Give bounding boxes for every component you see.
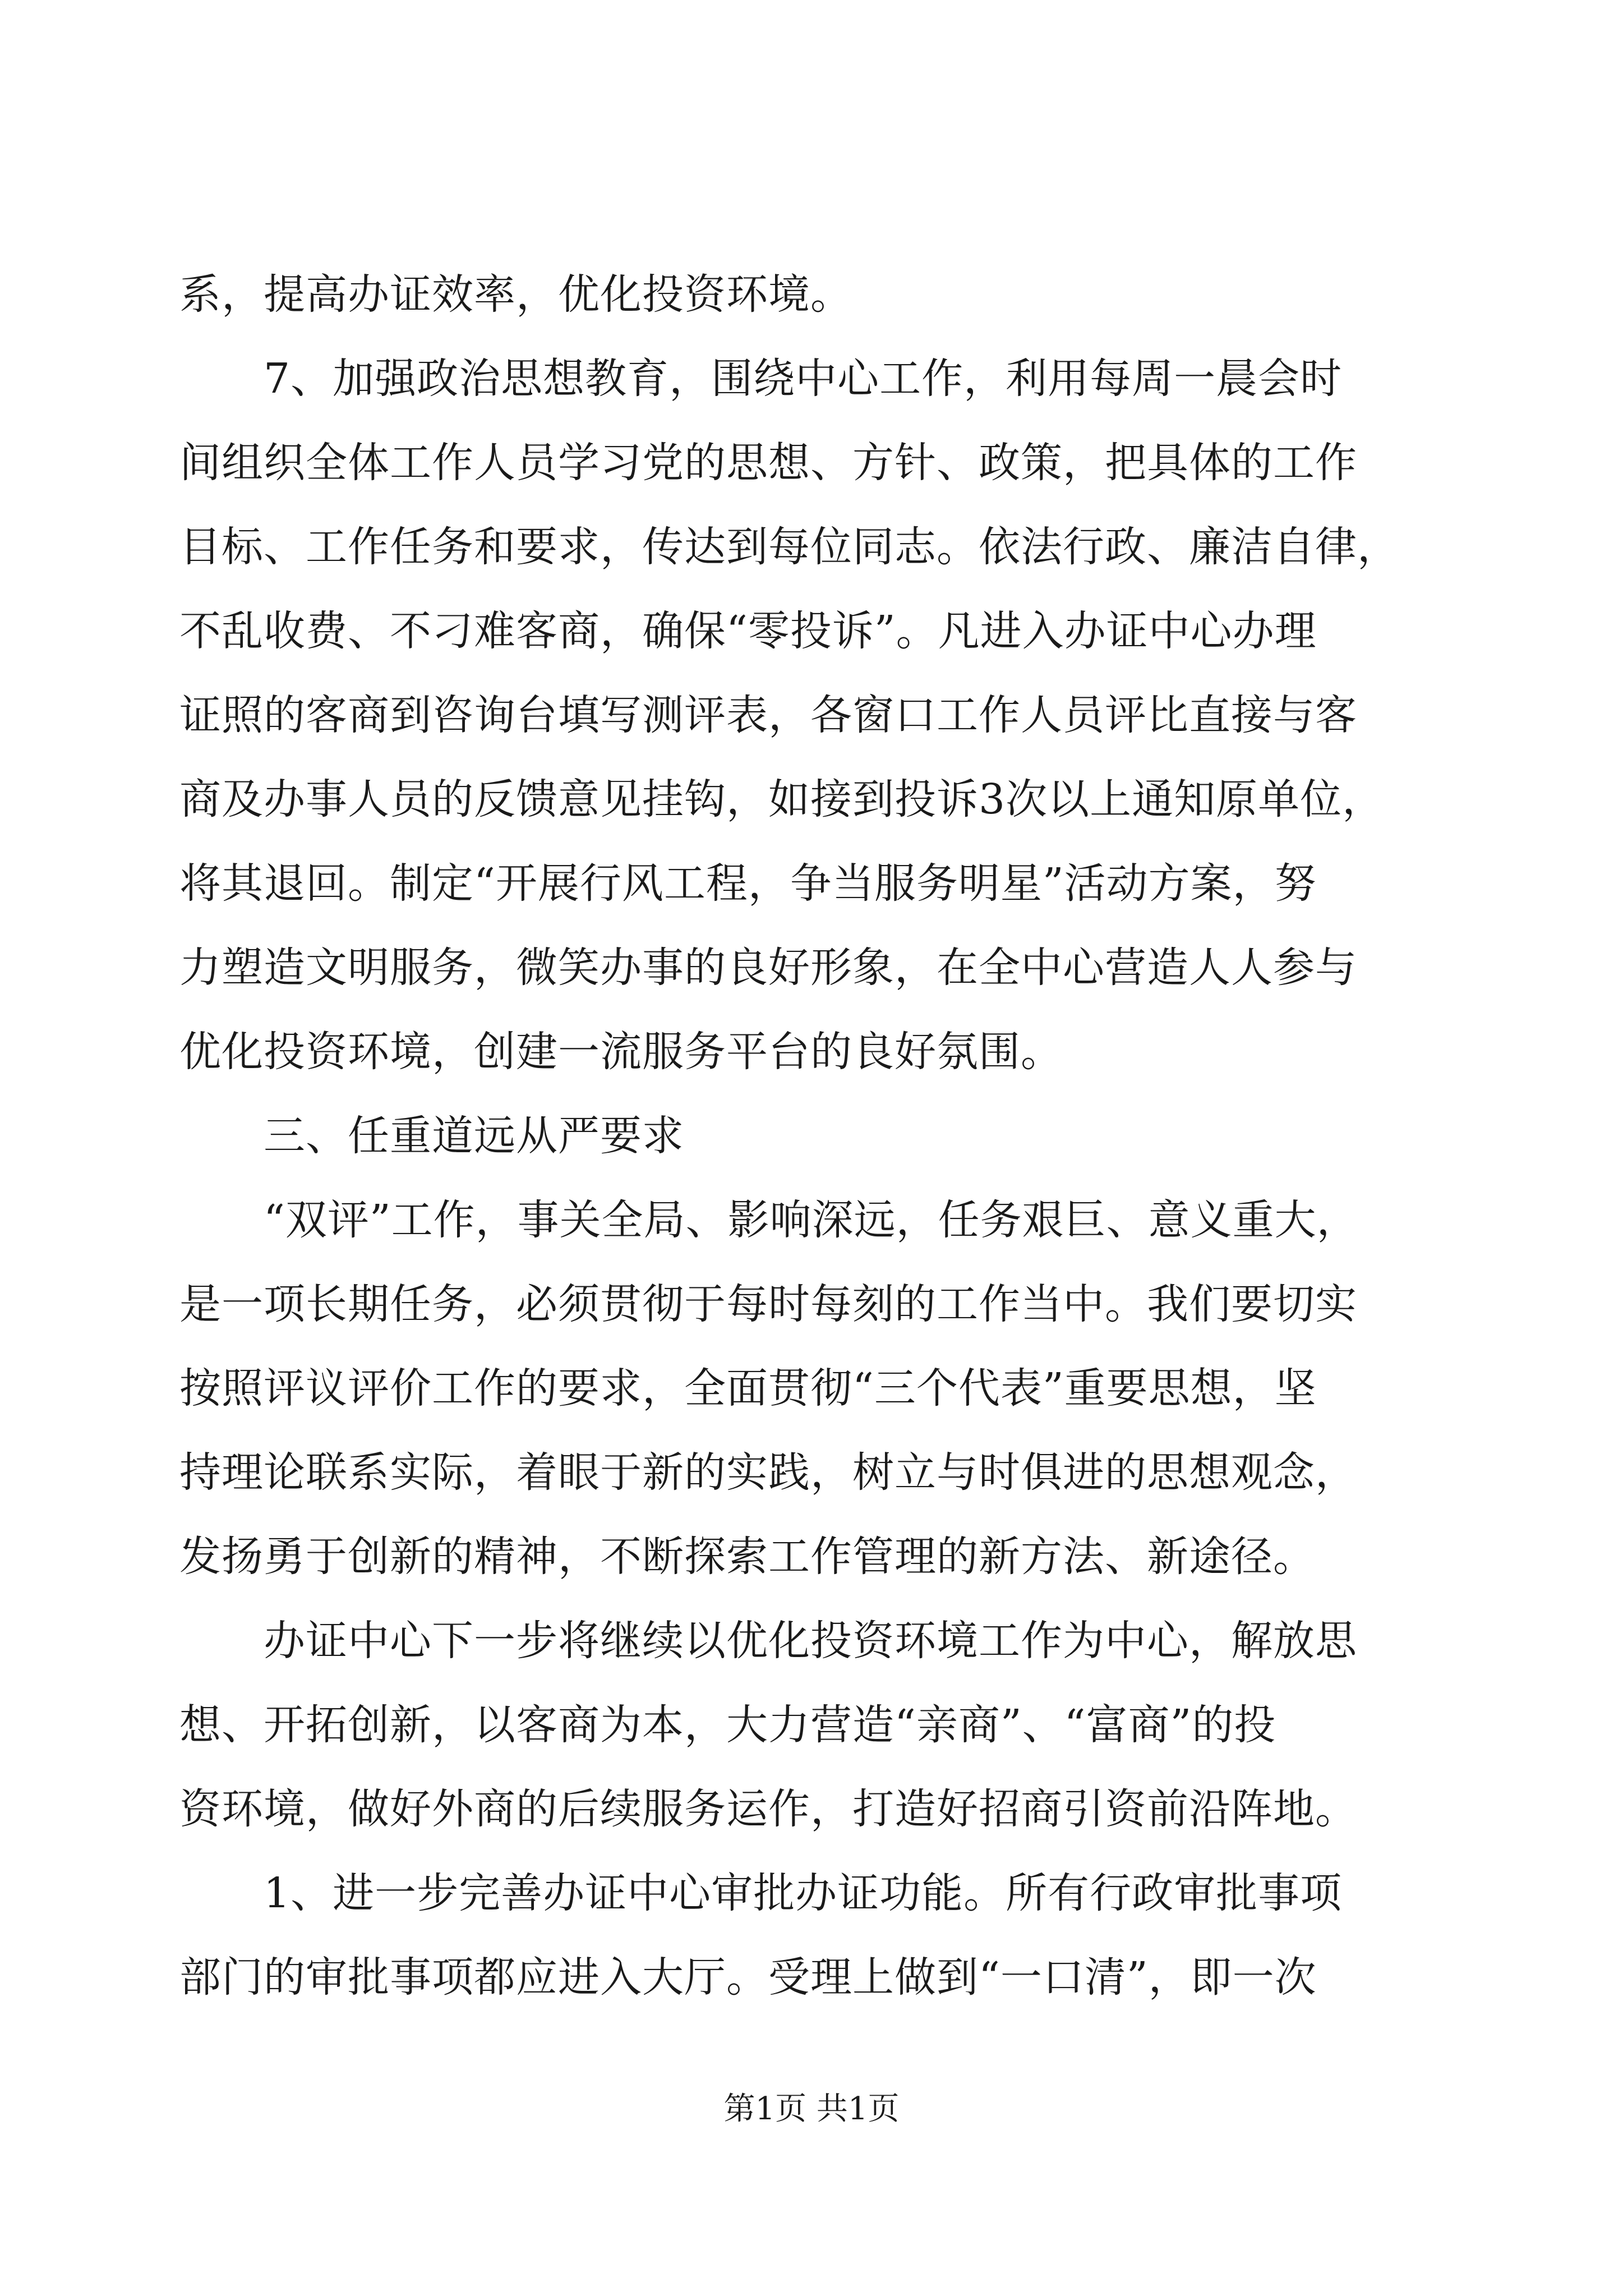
text-line: 将其退回。制定“开展行风工程，争当服务明星”活动方案，努 — [179, 859, 1317, 908]
text-line: 是一项长期任务，必须贯彻于每时每刻的工作当中。我们要切实 — [179, 1280, 1357, 1328]
text-line: 商及办事人员的反馈意见挂钩，如接到投诉3次以上通知原单位， — [179, 775, 1385, 823]
page-footer — [0, 2087, 1623, 2132]
text-line: 资环境，做好外商的后续服务运作，打造好招商引资前沿阵地。 — [179, 1785, 1357, 1833]
text-line: 1、进一步完善办证中心审批办证功能。所有行政审批事项 — [264, 1869, 1343, 1917]
section-heading: 三、任重道远从严要求 — [264, 1112, 684, 1160]
page-number: 第1页 共1页 — [723, 2091, 900, 2127]
text-line: 办证中心下一步将继续以优化投资环境工作为中心，解放思 — [264, 1617, 1357, 1665]
text-line: 不乱收费、不刁难客商，确保“零投诉”。凡进入办证中心办理 — [179, 607, 1317, 655]
text-line: 部门的审批事项都应进入大厅。受理上做到“一口清”，即一次 — [179, 1953, 1317, 2001]
text-line: 持理论联系实际，着眼于新的实践，树立与时俱进的思想观念， — [179, 1448, 1357, 1497]
text-line: 想、开拓创新，以客商为本，大力营造“亲商”、“富商”的投 — [179, 1701, 1276, 1749]
text-line: 按照评议评价工作的要求，全面贯彻“三个代表”重要思想，坚 — [179, 1364, 1317, 1412]
text-line: 间组织全体工作人员学习党的思想、方针、政策，把具体的工作 — [179, 439, 1357, 487]
body-text — [179, 252, 1430, 2019]
text-line: 力塑造文明服务，微笑办事的良好形象，在全中心营造人人参与 — [179, 944, 1357, 992]
text-line: 系，提高办证效率，优化投资环境。 — [179, 270, 852, 319]
text-line: 发扬勇于创新的精神，不断探索工作管理的新方法、新途径。 — [179, 1533, 1315, 1581]
text-line: 目标、工作任务和要求，传达到每位同志。依法行政、廉洁自律， — [179, 523, 1399, 571]
text-line: “双评”工作，事关全局、影响深远，任务艰巨、意义重大， — [264, 1196, 1359, 1244]
text-line: 证照的客商到咨询台填写测评表，各窗口工作人员评比直接与客 — [179, 691, 1357, 739]
text-line: 优化投资环境，创建一流服务平台的良好氛围。 — [179, 1028, 1063, 1076]
text-line: 7、加强政治思想教育，围绕中心工作，利用每周一晨会时 — [264, 355, 1343, 403]
